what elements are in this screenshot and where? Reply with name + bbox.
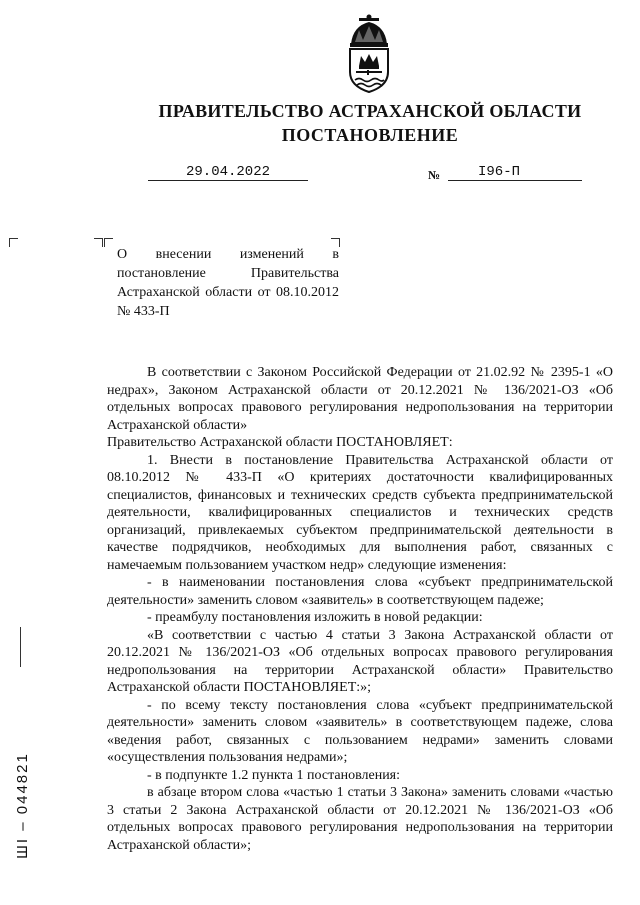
corner-mark-left bbox=[9, 238, 18, 247]
body-paragraph: - в подпункте 1.2 пункта 1 постановления: bbox=[147, 767, 401, 783]
body-paragraph: в абзаце втором слова «частью 1 статьи 3 Закона» заменить словами «частью 3 статьи 2 Закона Астраханской области от 20.12.2021 № 136/2021-ОЗ «Об отдельных вопросах правового регулирования недропользования на территории Астраханской области»; bbox=[107, 785, 613, 853]
document-subject: О внесении изменений в постановление Правительства Астраханской области от 08.10.2012 № 433-П bbox=[117, 247, 339, 319]
corner-mark-subject-left-inner bbox=[104, 238, 113, 247]
body-paragraph: 1. Внести в постановление Правительства Астраханской области от 08.10.2012 № 433-П «О критериях достаточности квалифицированных специалистов, финансовых и технических средств субъекта предпринимательской деятельности, квалифицированных специалистов и технических средств организаций, привлекаемых субъектом предпринимательской деятельности в качестве подрядчиков, необходимых для выполнения работ, связанных с намечаемым пользованием участком недр» следующие изменения: bbox=[107, 452, 613, 573]
body-paragraph: - по всему тексту постановления слова «субъект предпринимательской деятельности» заменить словом «заявитель» в соответствующем падеже, слова «ведения работ, связанных с пользованием недрами» заменить словами «осуществления пользования недрами»; bbox=[107, 697, 613, 765]
government-title: ПРАВИТЕЛЬСТВО АСТРАХАНСКОЙ ОБЛАСТИ bbox=[158, 101, 582, 121]
corner-mark-subject-left bbox=[94, 238, 103, 247]
body-paragraph: В соответствии с Законом Российской Федерации от 21.02.92 № 2395-1 «О недрах», Законом Астраханской области от 20.12.2021 № 136/2021-ОЗ «Об отдельных вопросах правового регулирования недропользования на территории Астраханской области» bbox=[107, 365, 613, 433]
document-body bbox=[107, 364, 613, 854]
serial-number-text: ШI – 044821 bbox=[13, 751, 31, 859]
serial-number bbox=[10, 745, 34, 865]
document-number: I96-П bbox=[477, 164, 520, 180]
number-label: № bbox=[428, 168, 441, 182]
body-paragraph: «В соответствии с частью 4 статьи 3 Закона Астраханской области от 20.12.2021 № 136/2021-ОЗ «Об отдельных вопросах правового регулирования недропользования на территории Астраханской области» Правительство Астраханской области ПОСТАНОВЛЯЕТ:»; bbox=[107, 627, 613, 695]
number-underline bbox=[448, 180, 582, 181]
astrakhan-coat-of-arms-icon bbox=[347, 14, 391, 94]
document-type: ПОСТАНОВЛЕНИЕ bbox=[281, 125, 459, 145]
body-paragraph: - в наименовании постановления слова «субъект предпринимательской деятельности» заменить словом «заявитель» в соответствующем падеже; bbox=[107, 575, 613, 608]
body-paragraph: - преамбулу постановления изложить в новой редакции: bbox=[147, 610, 483, 625]
date-underline bbox=[148, 180, 308, 181]
body-paragraph: Правительство Астраханской области ПОСТАНОВЛЯЕТ: bbox=[107, 435, 453, 450]
document-date: 29.04.2022 bbox=[185, 164, 270, 180]
margin-line bbox=[20, 627, 21, 667]
